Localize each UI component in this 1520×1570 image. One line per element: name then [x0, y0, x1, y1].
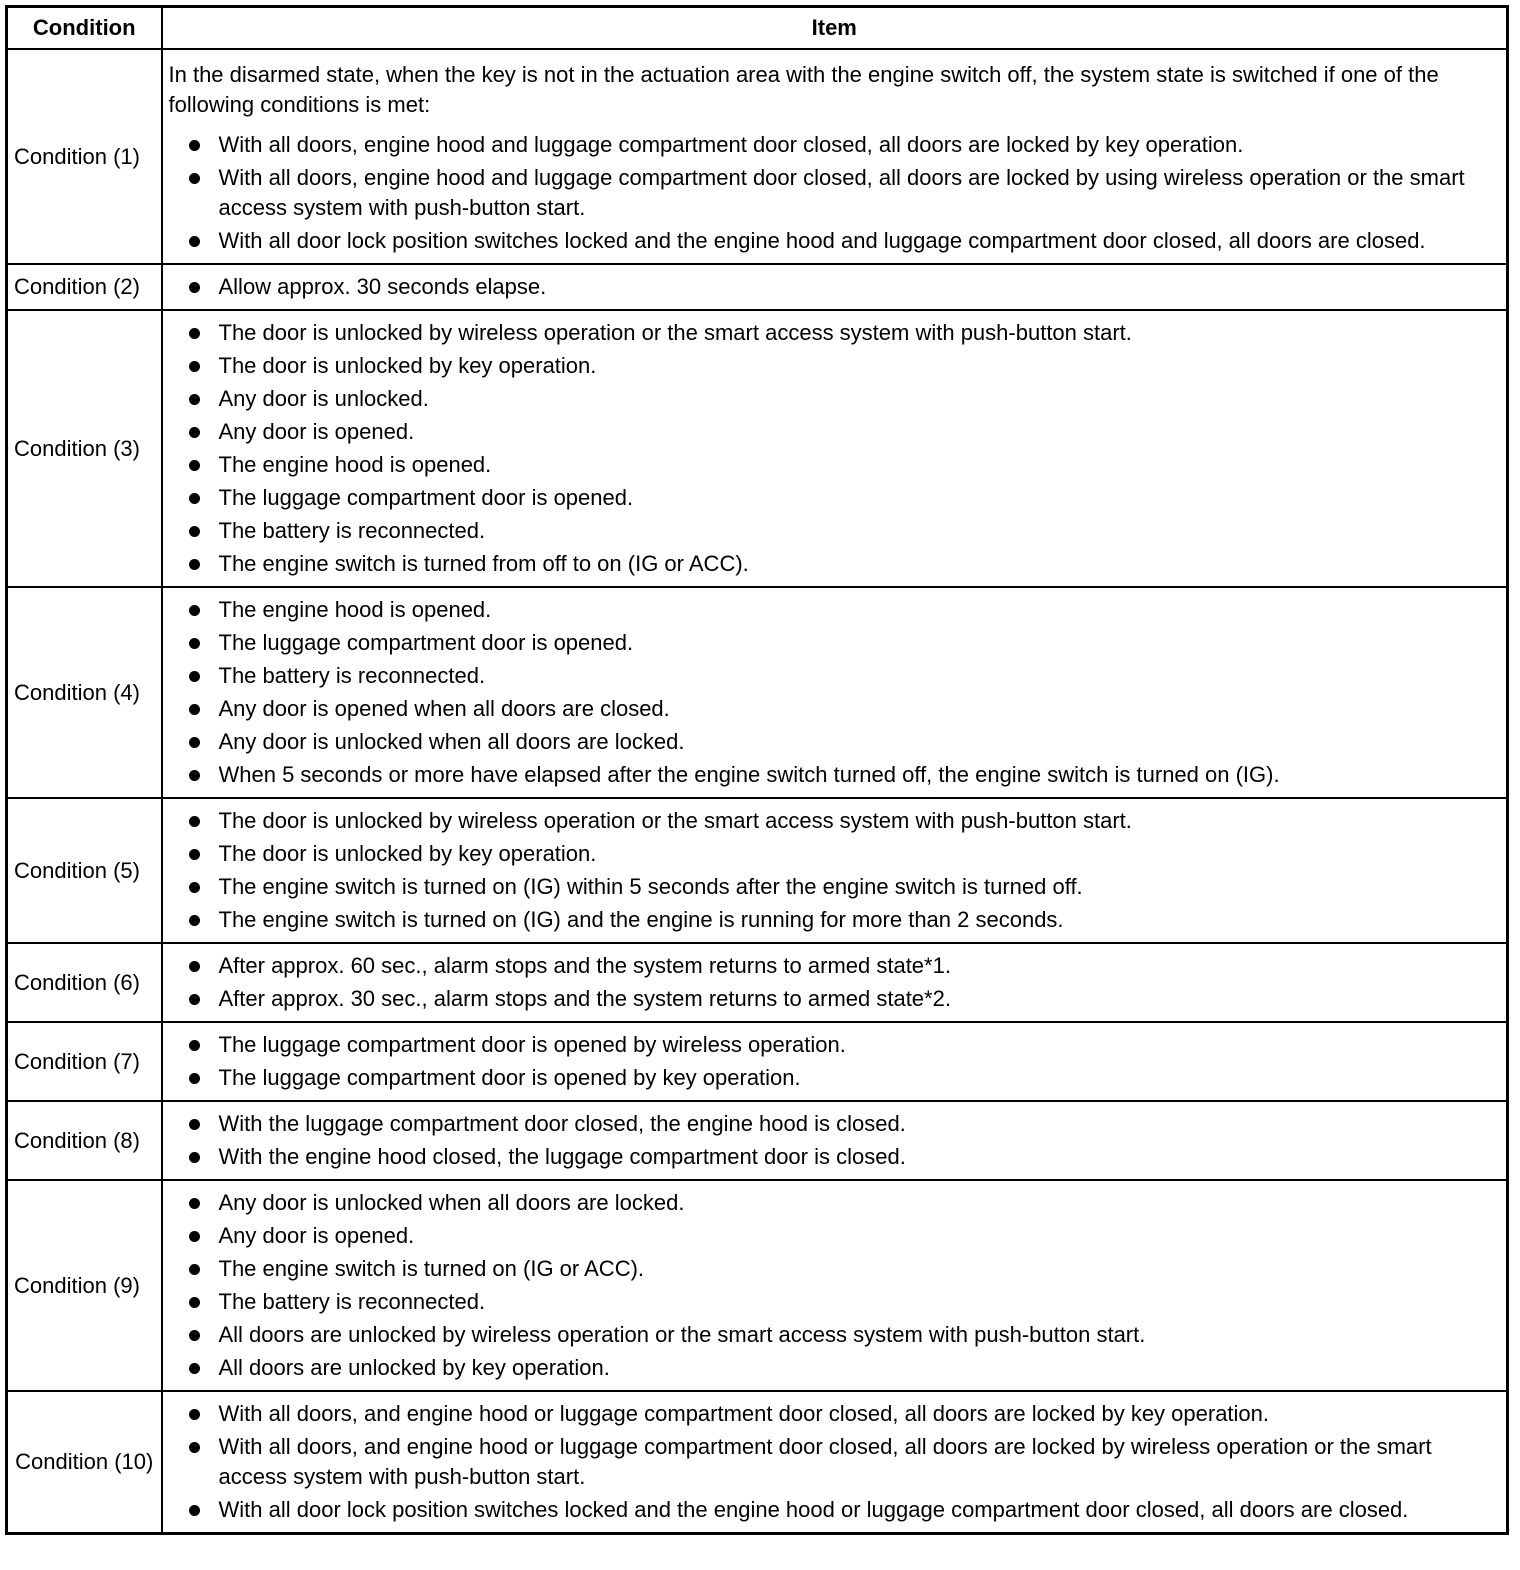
- list-item-text: The engine switch is turned on (IG) within 5 seconds after the engine switch is turned off.: [218, 874, 1083, 899]
- bullet-icon: [189, 849, 200, 860]
- bullet-icon: [189, 1152, 200, 1163]
- table-row: [7, 1391, 1508, 1534]
- list-item-text: Any door is opened.: [218, 1223, 415, 1248]
- bullet-icon: [189, 638, 200, 649]
- condition-label: Condition (10): [7, 1391, 162, 1534]
- condition-label: Condition (3): [7, 310, 162, 587]
- list-item: [169, 984, 1499, 1014]
- list-item-text: The battery is reconnected.: [218, 518, 486, 543]
- bullet-icon: [189, 1073, 200, 1084]
- header-condition: Condition: [7, 7, 162, 50]
- bullet-list: [169, 951, 1499, 1014]
- bullet-icon: [189, 1231, 200, 1242]
- list-item: [169, 483, 1499, 513]
- list-item: [169, 351, 1499, 381]
- list-item-text: Any door is unlocked when all doors are locked.: [218, 1190, 685, 1215]
- list-item-text: With the luggage compartment door closed, the engine hood is closed.: [218, 1111, 906, 1136]
- condition-items: [162, 943, 1508, 1022]
- condition-items: [162, 798, 1508, 943]
- list-item: [169, 694, 1499, 724]
- bullet-icon: [189, 1040, 200, 1051]
- bullet-icon: [189, 915, 200, 926]
- list-item: [169, 1254, 1499, 1284]
- condition-items: [162, 1101, 1508, 1180]
- list-item-text: The engine switch is turned from off to on (IG or ACC).: [218, 551, 749, 576]
- bullet-icon: [189, 1363, 200, 1374]
- table-row: [7, 943, 1508, 1022]
- bullet-icon: [189, 493, 200, 504]
- condition-label: Condition (9): [7, 1180, 162, 1391]
- list-item: [169, 130, 1499, 160]
- list-item: [169, 516, 1499, 546]
- table-row: [7, 310, 1508, 587]
- list-item-text: All doors are unlocked by key operation.: [218, 1355, 610, 1380]
- list-item-text: After approx. 30 sec., alarm stops and the system returns to armed state*2.: [218, 986, 951, 1011]
- list-item-text: The door is unlocked by wireless operation or the smart access system with push-button start.: [218, 320, 1132, 345]
- bullet-icon: [189, 526, 200, 537]
- list-item: [169, 549, 1499, 579]
- condition-label: Condition (7): [7, 1022, 162, 1101]
- list-item-text: The luggage compartment door is opened.: [218, 485, 634, 510]
- bullet-icon: [189, 605, 200, 616]
- list-item-text: When 5 seconds or more have elapsed after the engine switch turned off, the engine switch is turned on (IG).: [218, 762, 1280, 787]
- bullet-icon: [189, 1505, 200, 1516]
- table-row: [7, 264, 1508, 310]
- list-item-text: With all doors, and engine hood or luggage compartment door closed, all doors are locked by wireless operation or the smart access system with push-button start.: [218, 1434, 1432, 1489]
- list-item: [169, 872, 1499, 902]
- bullet-icon: [189, 961, 200, 972]
- list-item: [169, 1399, 1499, 1429]
- list-item: [169, 226, 1499, 256]
- list-item-text: The luggage compartment door is opened.: [218, 630, 634, 655]
- bullet-icon: [189, 1119, 200, 1130]
- list-item: [169, 839, 1499, 869]
- list-item: [169, 1030, 1499, 1060]
- conditions-table: [5, 5, 1509, 1535]
- bullet-list: [169, 1399, 1499, 1525]
- list-item-text: Any door is unlocked.: [218, 386, 429, 411]
- list-item: [169, 727, 1499, 757]
- list-item: [169, 1432, 1499, 1492]
- list-item: [169, 417, 1499, 447]
- list-item-text: With all door lock position switches locked and the engine hood or luggage compartment door closed, all doors are closed.: [218, 1497, 1409, 1522]
- bullet-icon: [189, 737, 200, 748]
- bullet-icon: [189, 236, 200, 247]
- list-item-text: The engine hood is opened.: [218, 452, 492, 477]
- list-item: [169, 384, 1499, 414]
- table-row: [7, 49, 1508, 264]
- table-row: [7, 1022, 1508, 1101]
- header-row: [7, 7, 1508, 50]
- list-item: [169, 905, 1499, 935]
- list-item: [169, 272, 1499, 302]
- bullet-icon: [189, 1330, 200, 1341]
- list-item-text: Any door is opened.: [218, 419, 415, 444]
- list-item: [169, 760, 1499, 790]
- list-item-text: With all doors, and engine hood or luggage compartment door closed, all doors are locked by key operation.: [218, 1401, 1270, 1426]
- list-item-text: The engine switch is turned on (IG) and the engine is running for more than 2 seconds.: [218, 907, 1064, 932]
- list-item-text: With all door lock position switches locked and the engine hood and luggage compartment door closed, all doors are closed.: [218, 228, 1426, 253]
- bullet-list: [169, 318, 1499, 579]
- bullet-icon: [189, 1264, 200, 1275]
- bullet-icon: [189, 559, 200, 570]
- bullet-list: [169, 1030, 1499, 1093]
- list-item: [169, 163, 1499, 223]
- bullet-list: [169, 272, 1499, 302]
- condition-items: [162, 587, 1508, 798]
- list-item-text: The battery is reconnected.: [218, 1289, 486, 1314]
- bullet-icon: [189, 361, 200, 372]
- list-item-text: Any door is opened when all doors are closed.: [218, 696, 670, 721]
- bullet-icon: [189, 1198, 200, 1209]
- list-item-text: The engine hood is opened.: [218, 597, 492, 622]
- condition-items: [162, 1180, 1508, 1391]
- list-item: [169, 806, 1499, 836]
- list-item-text: Allow approx. 30 seconds elapse.: [218, 274, 547, 299]
- list-item-text: The door is unlocked by wireless operation or the smart access system with push-button start.: [218, 808, 1132, 833]
- list-item: [169, 1221, 1499, 1251]
- bullet-icon: [189, 1297, 200, 1308]
- bullet-icon: [189, 282, 200, 293]
- condition-items: [162, 1022, 1508, 1101]
- bullet-icon: [189, 427, 200, 438]
- condition-label: Condition (8): [7, 1101, 162, 1180]
- list-item-text: With the engine hood closed, the luggage compartment door is closed.: [218, 1144, 906, 1169]
- list-item-text: The luggage compartment door is opened by key operation.: [218, 1065, 801, 1090]
- list-item: [169, 318, 1499, 348]
- list-item: [169, 1109, 1499, 1139]
- list-item: [169, 1287, 1499, 1317]
- condition-label: Condition (5): [7, 798, 162, 943]
- table-row: [7, 1101, 1508, 1180]
- bullet-icon: [189, 882, 200, 893]
- list-item-text: After approx. 60 sec., alarm stops and the system returns to armed state*1.: [218, 953, 951, 978]
- list-item-text: With all doors, engine hood and luggage compartment door closed, all doors are locked by using wireless operation or the smart access system with push-button start.: [218, 165, 1465, 220]
- bullet-icon: [189, 704, 200, 715]
- bullet-icon: [189, 173, 200, 184]
- list-item-text: All doors are unlocked by wireless operation or the smart access system with push-button start.: [218, 1322, 1146, 1347]
- condition-label: Condition (6): [7, 943, 162, 1022]
- condition-intro: In the disarmed state, when the key is not in the actuation area with the engine switch off, the system state is switched if one of the following conditions is met:: [168, 62, 1439, 117]
- list-item-text: The battery is reconnected.: [218, 663, 486, 688]
- condition-label: Condition (4): [7, 587, 162, 798]
- list-item-text: With all doors, engine hood and luggage compartment door closed, all doors are locked by key operation.: [218, 132, 1244, 157]
- list-item: [169, 661, 1499, 691]
- list-item: [169, 1063, 1499, 1093]
- bullet-icon: [189, 770, 200, 781]
- list-item: [169, 628, 1499, 658]
- bullet-icon: [189, 394, 200, 405]
- bullet-icon: [189, 816, 200, 827]
- condition-items: [162, 264, 1508, 310]
- condition-items: [162, 49, 1508, 264]
- table-body: [7, 49, 1508, 1534]
- table-row: [7, 1180, 1508, 1391]
- bullet-list: [169, 130, 1499, 256]
- bullet-icon: [189, 328, 200, 339]
- condition-items: [162, 1391, 1508, 1534]
- bullet-icon: [189, 1442, 200, 1453]
- bullet-icon: [189, 140, 200, 151]
- bullet-list: [169, 806, 1499, 935]
- bullet-list: [169, 1188, 1499, 1383]
- list-item-text: The door is unlocked by key operation.: [218, 353, 597, 378]
- list-item: [169, 1353, 1499, 1383]
- list-item: [169, 1495, 1499, 1525]
- bullet-icon: [189, 1409, 200, 1420]
- list-item-text: The luggage compartment door is opened by wireless operation.: [218, 1032, 846, 1057]
- bullet-list: [169, 1109, 1499, 1172]
- bullet-icon: [189, 460, 200, 471]
- condition-label: Condition (1): [7, 49, 162, 264]
- list-item: [169, 450, 1499, 480]
- list-item: [169, 951, 1499, 981]
- bullet-list: [169, 595, 1499, 790]
- bullet-icon: [189, 994, 200, 1005]
- condition-items: [162, 310, 1508, 587]
- list-item: [169, 595, 1499, 625]
- condition-label: Condition (2): [7, 264, 162, 310]
- bullet-icon: [189, 671, 200, 682]
- list-item-text: The door is unlocked by key operation.: [218, 841, 597, 866]
- table-row: [7, 798, 1508, 943]
- list-item: [169, 1142, 1499, 1172]
- list-item: [169, 1320, 1499, 1350]
- header-item: Item: [162, 7, 1508, 50]
- list-item: [169, 1188, 1499, 1218]
- list-item-text: Any door is unlocked when all doors are locked.: [218, 729, 685, 754]
- list-item-text: The engine switch is turned on (IG or ACC).: [218, 1256, 645, 1281]
- table-row: [7, 587, 1508, 798]
